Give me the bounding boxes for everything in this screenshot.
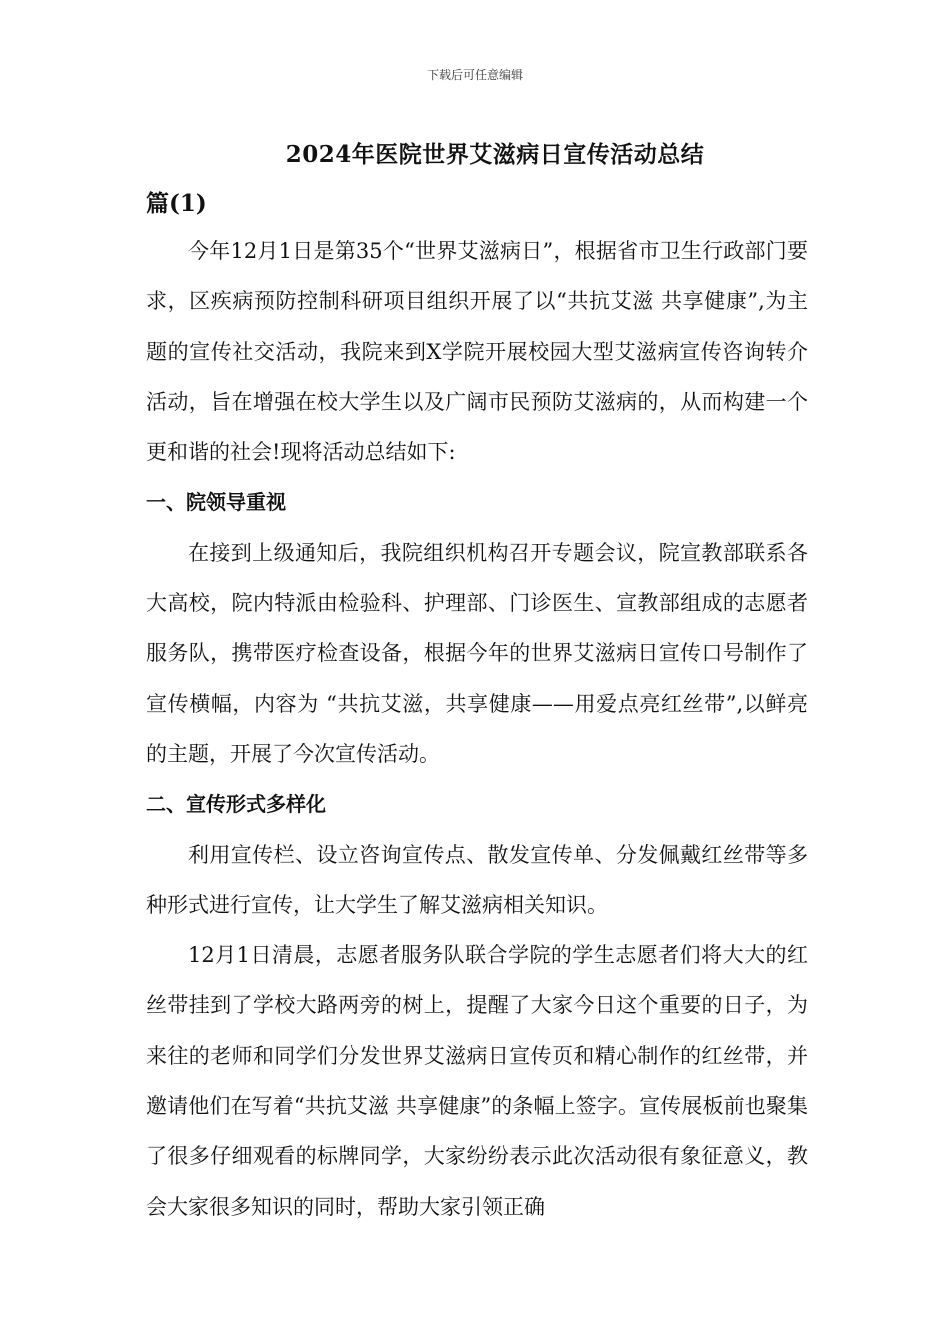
header-note: 下载后可任意编辑 bbox=[426, 68, 523, 82]
paragraph-intro: 今年12月1日是第35个“世界艾滋病日”，根据省市卫生行政部门要求，区疾病预防控制科研项目组织开展了以“共抗艾滋 共享健康”,为主题的宣传社交活动，我院来到X学院开展校园大型艾滋病宣传咨询转介活动，旨在增强在校大学生以及广阔市民预防艾滋病的，从而构建一个更和谐的社会!现将活动总结如下: bbox=[146, 239, 808, 465]
paragraph-event: 12月1日清晨，志愿者服务队联合学院的学生志愿者们将大大的红丝带挂到了学校大路两旁的树上，提醒了大家今日这个重要的日子，为来往的老师和同学们分发世界艾滋病日宣传页和精心制作的红丝带，并邀请他们在写着“共抗艾滋 共享健康”的条幅上签字。宣传展板前也聚集了很多仔细观看的标牌同学，大家纷纷表示此次活动很有象征意义，教会大家很多知识的同时，帮助大家引领正确 bbox=[146, 943, 808, 1219]
paragraph-forms: 利用宣传栏、设立咨询宣传点、散发宣传单、分发佩戴红丝带等多种形式进行宣传，让大学生了解艾滋病相关知识。 bbox=[146, 842, 808, 917]
document-title: 2024年医院世界艾滋病日宣传活动总结 bbox=[285, 141, 705, 168]
section-heading-forms: 二、宣传形式多样化 bbox=[146, 792, 326, 817]
paragraph-leadership: 在接到上级通知后，我院组织机构召开专题会议，院宣教部联系各大高校，院内特派由检验科、护理部、门诊医生、宣教部组成的志愿者服务队，携带医疗检查设备，根据今年的世界艾滋病日宣传口号制作了宣传横幅，内容为 “共抗艾滋，共享健康——用爱点亮红丝带”,以鲜亮的主题，开展了今次宣传活动。 bbox=[146, 540, 808, 766]
part-label: 篇(1) bbox=[146, 190, 207, 217]
document-body bbox=[146, 226, 808, 1232]
section-heading-leadership: 一、院领导重视 bbox=[146, 490, 286, 515]
